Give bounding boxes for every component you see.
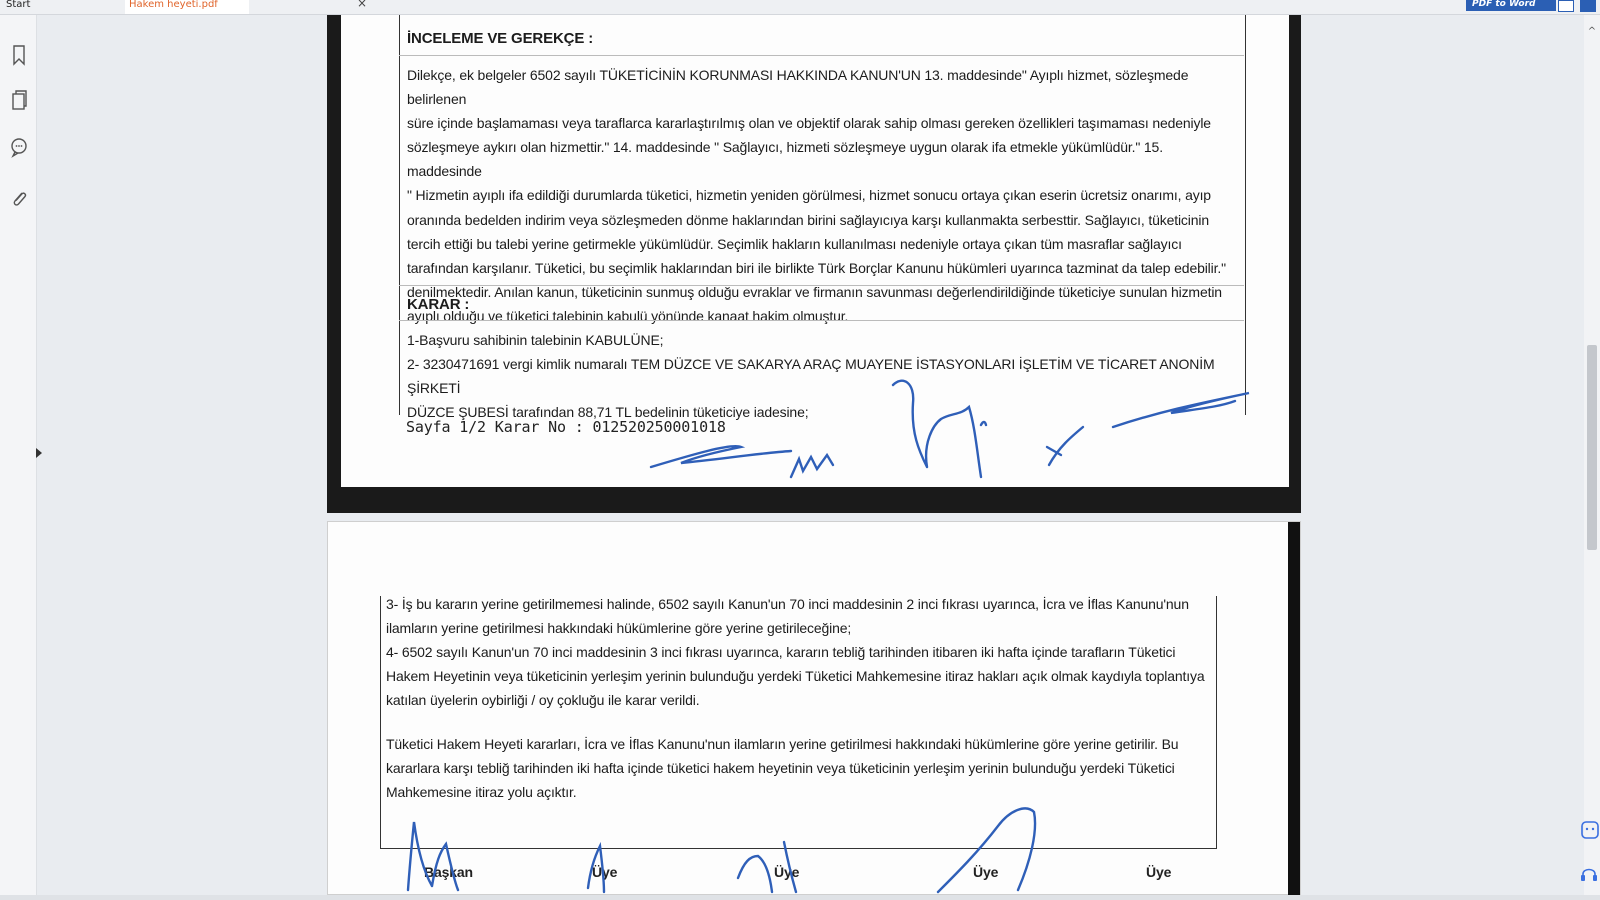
signatory-uye-4: Üye (1146, 864, 1172, 880)
pdf-page-2 (327, 521, 1301, 895)
attachment-icon[interactable] (8, 187, 30, 211)
pdf-to-word-button[interactable]: PDF to Word (1466, 0, 1556, 11)
text-line: Mahkemesine itiraz yolu açıktır. (386, 784, 577, 801)
karar-paragraph (407, 328, 1237, 424)
tab-document[interactable] (125, 0, 368, 14)
text-line: ayıplı olduğu ve tüketici talebinin kabulü yönünde kanaat hakim olmuştur. (407, 307, 849, 324)
scroll-up-icon[interactable]: ^ (1587, 26, 1597, 37)
divider (399, 55, 1244, 56)
text-line: tarafından karşılanır. Tüketici, bu seçimlik haklarından biri ile birlikte Türk Borçlar Kanunu hükümleri uyarınca tazminat da talep edebilir." (407, 259, 1226, 276)
text-line: 2- 3230471691 vergi kimlik numaralı TEM DÜZCE VE SAKARYA ARAÇ MUAYENE İSTASYONLARI İŞLETİM VE TİCARET ANONİM ŞİRKETİ (407, 356, 1215, 397)
page-1-paper (341, 15, 1289, 487)
signatory-baskan: Başkan (424, 864, 473, 880)
tab-bar (0, 0, 1600, 15)
signatory-uye-1: Üye (592, 864, 618, 880)
text-line: Dilekçe, ek belgeler 6502 sayılı TÜKETİCİNİN KORUNMASI HAKKINDA KANUN'UN 13. maddesinde" Ayıplı hizmet, sözleşmede belirlenen (407, 67, 1189, 108)
pages-icon[interactable] (8, 89, 30, 113)
close-tab-icon[interactable]: × (357, 0, 368, 10)
karar-heading: KARAR : (407, 296, 470, 313)
scrollbar-thumb[interactable] (1587, 345, 1597, 550)
text-line: sözleşmeye aykırı olan hizmettir." 14. maddesinde " Sağlayıcı, hizmeti sözleşmeye uygun olarak ifa etmekle yükümlüdür." 15. maddesinde (407, 139, 1163, 180)
minimize-window-button[interactable] (1558, 0, 1574, 12)
tab-document-label: Hakem heyeti.pdf (129, 0, 218, 10)
text-line: katılan üyelerin oybirliği / oy çokluğu ile karar verildi. (386, 692, 700, 709)
page-edge (1288, 522, 1300, 896)
text-line: Hakem Heyetinin veya tüketicinin yerleşim yerinin bulunduğu yerdeki Tüketici Mahkemesine itiraz hakları açık olmak kaydıyla toplantıya (386, 668, 1205, 685)
page-footer: Sayfa 1/2 Karar No : 012520250001018 (406, 418, 726, 436)
status-bar (0, 895, 1600, 900)
inceleme-paragraph (407, 63, 1237, 328)
text-line: oranında bedelden indirim veya sözleşmeden dönme haklarından birini sağlayıcıya karşı kullanmakta serbesttir. Sağlayıcı, tüketicinin (407, 211, 1209, 228)
text-line: 4- 6502 sayılı Kanun'un 70 inci maddesinin 3 inci fıkrası uyarınca, kararın tebliğ tarihinden itibaren iki hafta içinde tarafların Tüketici (386, 644, 1176, 661)
divider (399, 285, 1244, 286)
text-line: süre içinde başlamaması veya taraflarca kararlaştırılmış olan ve objektif olarak sahip olması gereken özellikleri taşımaması nedeniyle (407, 115, 1211, 132)
text-line: 1-Başvuru sahibinin talebinin KABULÜNE; (407, 332, 664, 348)
text-line: kararlara karşı tebliğ tarihinden iki hafta içinde tüketici hakem heyetinin veya tüketicinin yerleşim yerinin bulunduğu yerdeki Tüketici (386, 760, 1175, 777)
bookmark-icon[interactable] (8, 43, 30, 67)
collapse-sidebar-icon[interactable] (36, 448, 42, 458)
chat-assistant-icon[interactable] (1578, 818, 1600, 844)
appeal-paragraph (386, 732, 1208, 804)
text-line: " Hizmetin ayıplı ifa edildiği durumlarda tüketici, hizmetin yeniden görülmesi, hizmet sonucu ortaya çıkan eserin ücretsiz onarımı, ayıp (407, 187, 1211, 204)
pdf-page-1 (327, 15, 1301, 513)
signatory-uye-3: Üye (973, 864, 999, 880)
headset-support-icon[interactable] (1578, 862, 1600, 888)
comment-icon[interactable] (8, 135, 30, 159)
enforcement-paragraph (386, 592, 1208, 712)
text-line: DÜZCE ŞUBESİ tarafından 88,71 TL bedelinin tüketiciye iadesine; (407, 404, 809, 421)
text-line: Tüketici Hakem Heyeti kararları, İcra ve İflas Kanunu'nun ilamların yerine getirilmesi hakkındaki hükümlerine göre yerine getirilir. Bu (386, 736, 1179, 752)
divider (399, 320, 1244, 321)
text-line: tercih ettiği bu talebi yerine getirmekle yükümlüdür. Seçimlik hakların kullanılması nedeniyle ortaya çıkan tüm masraflar sağlayıcı (407, 235, 1182, 252)
tab-start[interactable]: Start (6, 0, 31, 10)
text-line: 3- İş bu kararın yerine getirilmemesi halinde, 6502 sayılı Kanun'un 70 inci maddesinin 2 inci fıkrası uyarınca, İcra ve İflas Kanunu'nun (386, 596, 1189, 612)
left-sidebar (0, 15, 37, 900)
signatory-uye-2: Üye (774, 864, 800, 880)
inceleme-heading: İNCELEME VE GEREKÇE : (407, 30, 594, 47)
text-line: ilamların yerine getirilmesi hakkındaki hükümlerine göre yerine getirileceğine; (386, 620, 852, 637)
restore-window-button[interactable] (1580, 0, 1596, 12)
text-line: denilmektedir. Anılan kanun, tüketicinin sunmuş olduğu evraklar ve firmanın savunması değerlendirildiğinde tüketiciye sunulan hizmetin (407, 283, 1222, 300)
